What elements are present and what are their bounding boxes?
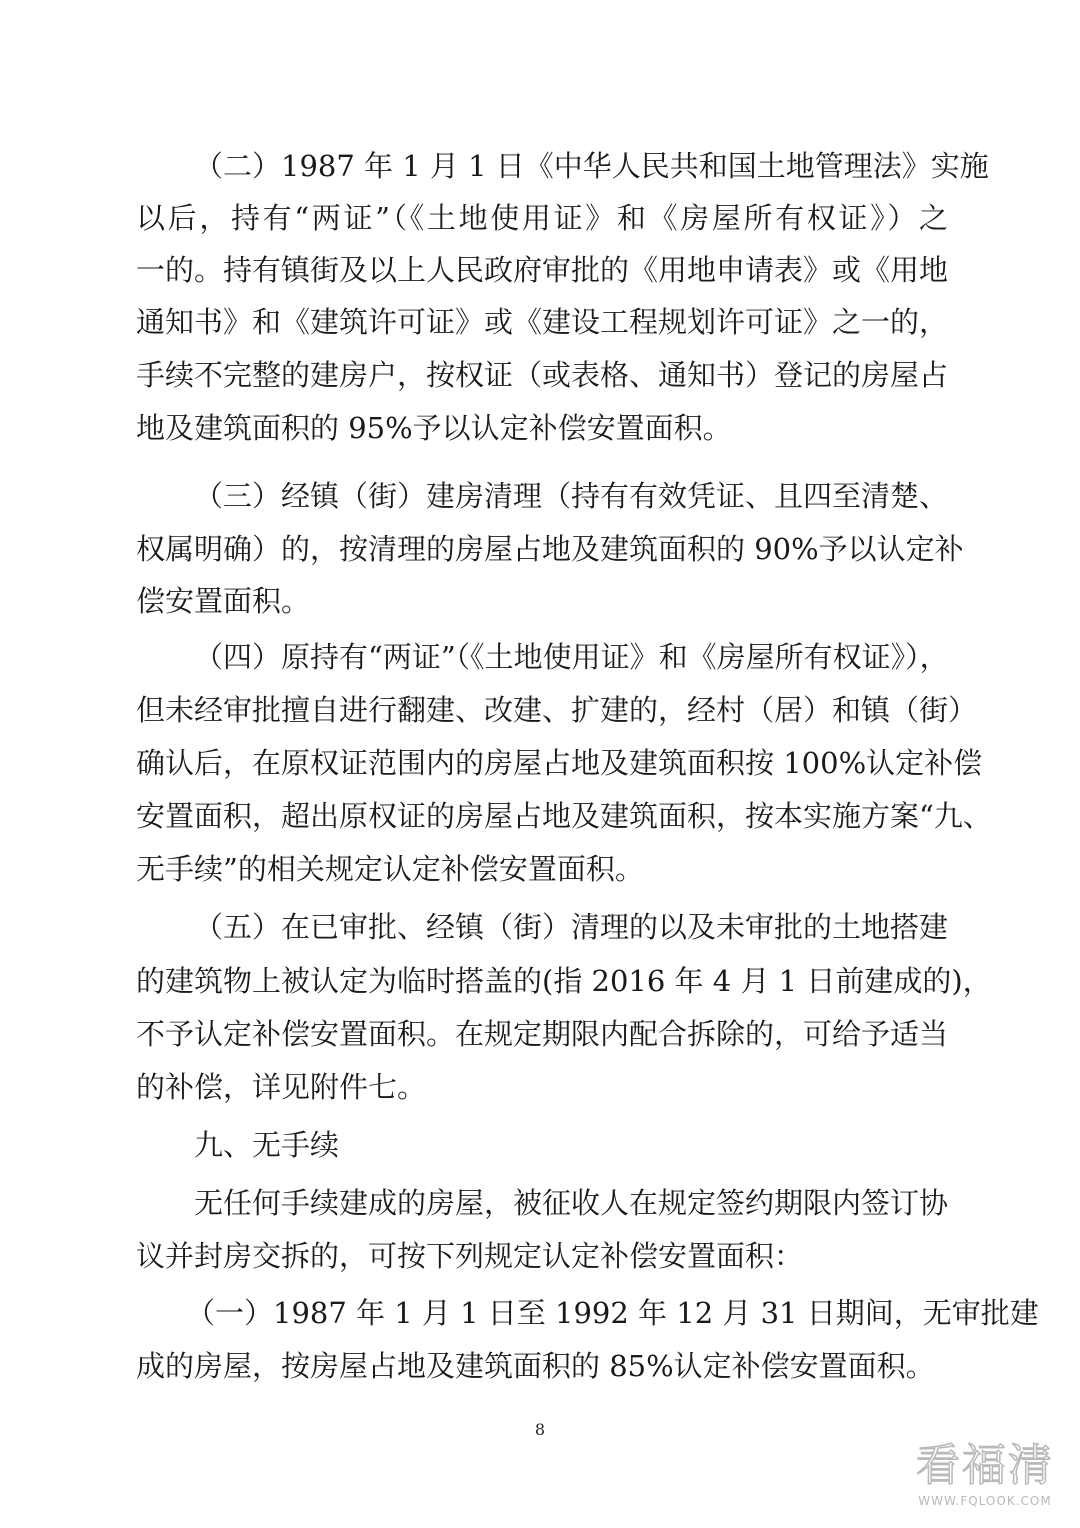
paragraph-5-line-4: 的补偿，详见附件七。 (136, 1070, 427, 1104)
paragraph-4-line-1: （四）原持有“两证”（《土地使用证》和《房屋所有权证》）， (194, 640, 949, 674)
paragraph-2-line-3: 一的。持有镇街及以上人民政府审批的《用地申请表》或《用地 (136, 253, 949, 287)
paragraph-3-line-3: 偿安置面积。 (136, 584, 311, 618)
section-heading-9: 九、无手续 (194, 1128, 340, 1162)
paragraph-2-line-5: 手续不完整的建房户，按权证（或表格、通知书）登记的房屋占 (136, 358, 949, 392)
paragraph-7-line-1: （一）1987 年 1 月 1 日至 1992 年 12 月 31 日期间，无审批建 (186, 1296, 1039, 1330)
paragraph-4-line-2: 但未经审批擅自进行翻建、改建、扩建的，经村（居）和镇（街） (136, 693, 978, 727)
paragraph-2-line-6: 地及建筑面积的 95%予以认定补偿安置面积。 (136, 411, 732, 445)
paragraph-4-line-5: 无手续”的相关规定认定补偿安置面积。 (136, 852, 644, 886)
paragraph-7-line-2: 成的房屋，按房屋占地及建筑面积的 85%认定补偿安置面积。 (136, 1349, 935, 1383)
watermark-logo (900, 1438, 1070, 1518)
paragraph-6-line-1: 无任何手续建成的房屋，被征收人在规定签约期限内签订协 (194, 1186, 949, 1220)
paragraph-5-line-2: 的建筑物上被认定为临时搭盖的(指 2016 年 4 月 1 日前建成的)， (136, 964, 992, 998)
paragraph-4-line-3: 确认后，在原权证范围内的房屋占地及建筑面积按 100%认定补偿 (136, 746, 983, 780)
watermark-url: WWW.FQLOOK.COM (918, 1494, 1052, 1508)
page-number: 8 (534, 1420, 546, 1439)
paragraph-6-line-2: 议并封房交拆的，可按下列规定认定补偿安置面积： (136, 1239, 804, 1273)
paragraph-2-line-1: （二）1987 年 1 月 1 日《中华人民共和国土地管理法》实施 (194, 149, 989, 183)
paragraph-2-line-4: 通知书》和《建筑许可证》或《建设工程规划许可证》之一的， (136, 305, 949, 339)
paragraph-4-line-4: 安置面积，超出原权证的房屋占地及建筑面积，按本实施方案“九、 (136, 799, 992, 833)
paragraph-3-line-2: 权属明确）的，按清理的房屋占地及建筑面积的 90%予以认定补 (136, 532, 964, 566)
paragraph-5-line-1: （五）在已审批、经镇（街）清理的以及未审批的土地搭建 (194, 910, 949, 944)
watermark-logo-text: 看福清 (916, 1440, 1054, 1491)
paragraph-2-line-2: 以后，持有“两证”（《土地使用证》和《房屋所有权证》）之 (136, 201, 948, 235)
paragraph-3-line-1: （三）经镇（街）建房清理（持有有效凭证、且四至清楚、 (194, 479, 949, 513)
paragraph-5-line-3: 不予认定补偿安置面积。在规定期限内配合拆除的，可给予适当 (136, 1017, 949, 1051)
